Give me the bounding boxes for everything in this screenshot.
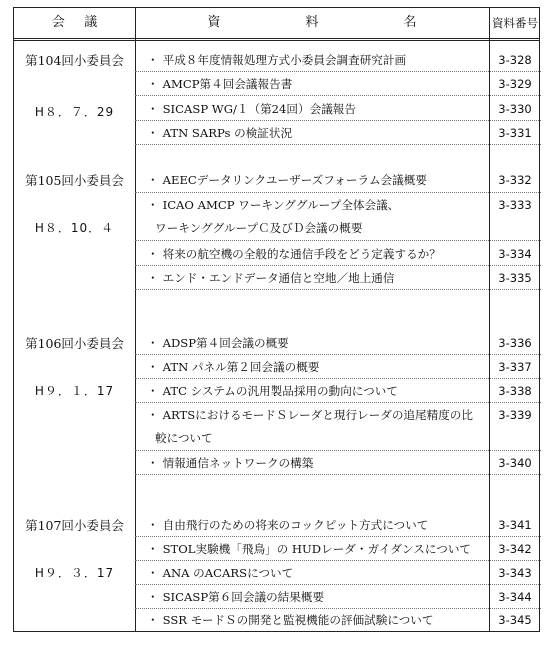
document-title: ・ 将来の航空機の全般的な通信手段をどう定義するか？	[147, 247, 441, 261]
document-title: ・ 自由飛行のための将来のコックピット方式について	[147, 518, 429, 532]
document-number: 3-334	[498, 247, 532, 261]
document-row	[135, 243, 541, 265]
session-date: H８．７．29	[34, 105, 115, 119]
document-title: ・ ARTSにおけるモードＳレーダと現行レーダの追尾精度の比	[147, 408, 473, 422]
row-separator	[135, 536, 541, 537]
row-separator	[135, 120, 541, 121]
document-title: ・ ATC システムの汎用製品採用の動向について	[147, 384, 398, 398]
document-row	[135, 586, 541, 608]
document-title: ・ AMCP第４回会議報告書	[147, 77, 293, 91]
document-number: 3-343	[498, 566, 532, 580]
document-title: ・ SSR モードＳの開発と監視機能の評価試験について	[147, 613, 434, 627]
row-separator	[135, 584, 541, 585]
document-number: 3-344	[498, 590, 532, 604]
document-row	[135, 267, 541, 289]
document-title: ・ 平成８年度情報処理方式小委員会調査研究計画	[147, 53, 407, 67]
document-title: ・ SICASP WG/１（第24回）会議報告	[147, 102, 356, 116]
document-number: 3-335	[498, 271, 532, 285]
document-row	[135, 514, 541, 536]
row-separator	[135, 402, 541, 403]
document-row	[135, 73, 541, 95]
session-name: 第107回小委員会	[25, 518, 124, 533]
row-separator	[135, 378, 541, 379]
row-separator	[135, 95, 541, 96]
document-row	[135, 194, 541, 240]
document-number: 3-333	[498, 198, 532, 212]
header-doc-char: 名	[403, 15, 417, 30]
document-title-continued: ワーキンググループＣ及びＤ会議の概要	[155, 221, 363, 235]
document-row	[135, 169, 541, 191]
document-number: 3-342	[498, 542, 532, 556]
header-document-number: 資料番号	[492, 16, 538, 30]
document-number: 3-339	[498, 408, 532, 422]
document-title: ・ ICAO AMCP ワーキンググループ全体会議、	[147, 198, 400, 212]
document-row	[135, 404, 541, 450]
document-number: 3-336	[498, 336, 532, 350]
document-row	[135, 98, 541, 120]
document-row	[135, 49, 541, 71]
row-separator	[135, 474, 541, 475]
document-row	[135, 122, 541, 144]
session-name: 第106回小委員会	[25, 336, 124, 351]
session-name: 第105回小委員会	[25, 173, 124, 188]
document-title: ・ SICASP第６回会議の結果概要	[147, 590, 325, 604]
document-number: 3-337	[498, 360, 532, 374]
document-row	[135, 332, 541, 354]
document-row	[135, 562, 541, 584]
row-separator	[135, 354, 541, 355]
session-date: H９．３．17	[34, 566, 115, 580]
document-number: 3-330	[498, 102, 532, 116]
header-meeting-char: 議	[84, 15, 98, 30]
row-separator	[135, 71, 541, 72]
row-separator	[135, 289, 541, 290]
document-title: ・ ATN SARPs の検証状況	[147, 126, 293, 140]
document-title: ・ ADSP第４回会議の概要	[147, 336, 289, 350]
document-number: 3-331	[498, 126, 532, 140]
meeting-document-table	[13, 7, 540, 632]
document-row	[135, 356, 541, 378]
row-separator	[135, 192, 541, 193]
document-title-continued: 較について	[155, 431, 213, 445]
document-number: 3-338	[498, 384, 532, 398]
header-doc-char: 料	[305, 15, 319, 30]
document-number: 3-341	[498, 518, 532, 532]
document-title: ・ エンド・エンドデータ通信と空地／地上通信	[147, 271, 395, 285]
row-separator	[135, 265, 541, 266]
header-doc-char: 資	[207, 15, 221, 30]
document-number: 3-332	[498, 173, 532, 187]
header-meeting	[14, 8, 135, 38]
document-number: 3-340	[498, 456, 532, 470]
table-header	[14, 8, 539, 41]
document-number: 3-328	[498, 53, 532, 67]
session-name: 第104回小委員会	[25, 53, 124, 68]
header-document-name	[135, 8, 489, 38]
document-row	[135, 609, 541, 631]
row-separator	[135, 560, 541, 561]
document-row	[135, 452, 541, 474]
row-separator	[135, 240, 541, 241]
row-separator	[135, 450, 541, 451]
document-title: ・ ANA のACARSについて	[147, 566, 294, 580]
row-separator	[135, 144, 541, 145]
document-number: 3-329	[498, 77, 532, 91]
document-title: ・ AEECデータリンクユーザーズフォーラム会議概要	[147, 173, 427, 187]
document-title: ・ STOL実験機「飛鳥」の HUDレーダ・ガイダンスについて	[147, 542, 472, 556]
document-title: ・ 情報通信ネットワークの構築	[147, 456, 314, 470]
document-row	[135, 538, 541, 560]
document-number: 3-345	[498, 613, 532, 627]
session-date: H９．１．17	[34, 384, 115, 398]
header-meeting-char: 会	[51, 15, 65, 30]
document-title: ・ ATN パネル第２回会議の概要	[147, 360, 320, 374]
document-row	[135, 380, 541, 402]
session-date: H８．10．４	[34, 221, 115, 235]
